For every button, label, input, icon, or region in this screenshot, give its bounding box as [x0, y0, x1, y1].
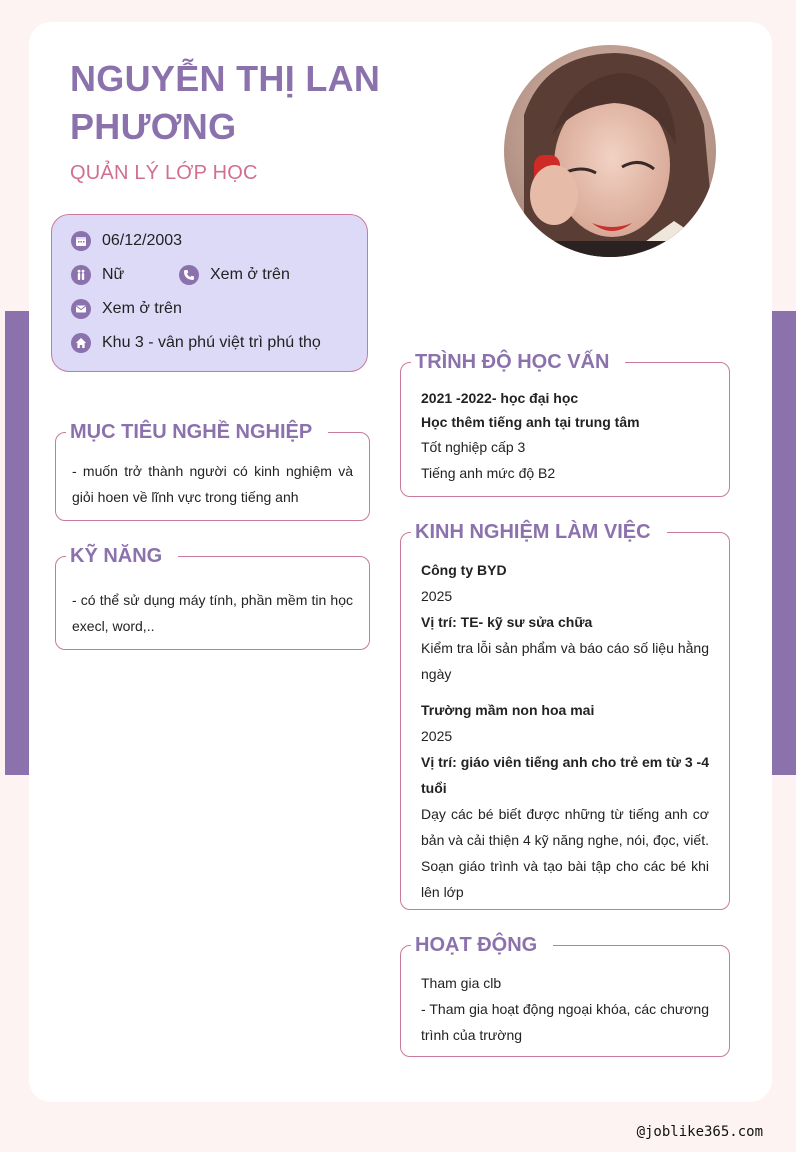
- candidate-name: NGUYỄN THỊ LAN PHƯƠNG: [70, 58, 381, 147]
- footer-brand: @joblike365.com: [636, 1124, 763, 1140]
- education-line-3: Tốt nghiệp cấp 3: [421, 439, 526, 455]
- objective-text: - muốn trở thành người có kinh nghiệm và giỏi hoen về lĩnh vực trong tiếng anh: [72, 463, 353, 505]
- contact-birthday: [71, 231, 182, 251]
- job-2-position: Vị trí: giáo viên tiếng anh cho trẻ em từ 3 -4 tuổi: [421, 754, 709, 796]
- job-1-position: Vị trí: TE- kỹ sư sửa chữa: [421, 614, 593, 630]
- left-accent-band: [5, 311, 29, 775]
- gender-text: Nữ: [102, 266, 125, 283]
- education-title: TRÌNH ĐỘ HỌC VẤN: [411, 350, 625, 374]
- activities-line-1: Tham gia clb: [421, 975, 502, 991]
- job-title: QUẢN LÝ LỚP HỌC: [70, 162, 258, 184]
- contact-phone: [179, 265, 290, 285]
- skills-section: [55, 545, 370, 650]
- profile-photo: [504, 45, 716, 257]
- activities-line-2: - Tham gia hoạt động ngoại khóa, các chương trình của trường: [421, 1001, 709, 1043]
- right-accent-band: [772, 311, 796, 775]
- job-1-description: Kiểm tra lỗi sản phẩm và báo cáo số liệu hằng ngày: [421, 640, 709, 682]
- address-text: Khu 3 - vân phú việt trì phú thọ: [102, 334, 321, 351]
- contact-address: [71, 333, 321, 353]
- phone-text: Xem ở trên: [210, 266, 290, 283]
- job-2-year: 2025: [421, 728, 453, 744]
- contact-box: [51, 214, 368, 372]
- email-text: Xem ở trên: [102, 300, 182, 317]
- activities-body: [421, 970, 709, 1048]
- job-2-company: Trường mầm non hoa mai: [421, 702, 595, 718]
- job-1-company: Công ty BYD: [421, 562, 507, 578]
- contact-gender: [71, 265, 124, 285]
- job-2-description: Dạy các bé biết được những từ tiếng anh cơ bản và cải thiện 4 kỹ năng nghe, nói, đọc, viết. Soạn giáo trình và tạo bài tập cho các bé khi lên lớp: [421, 806, 709, 900]
- education-section: [400, 351, 730, 497]
- phone-icon: [179, 265, 199, 285]
- mail-icon: [71, 299, 91, 319]
- experience-section: [400, 521, 730, 910]
- job-1-year: 2025: [421, 588, 453, 604]
- objective-section: [55, 421, 370, 521]
- objective-title: MỤC TIÊU NGHỀ NGHIỆP: [66, 420, 328, 444]
- skills-title: KỸ NĂNG: [66, 544, 178, 568]
- education-line-2: Học thêm tiếng anh tại trung tâm: [421, 414, 640, 430]
- skills-text: - có thể sử dụng máy tính, phần mềm tin học execl, word,..: [72, 592, 353, 634]
- experience-title: KINH NGHIỆM LÀM VIỆC: [411, 520, 667, 544]
- activities-section: [400, 934, 730, 1057]
- activities-title: HOẠT ĐỘNG: [411, 933, 553, 957]
- experience-body: [421, 557, 709, 905]
- calendar-icon: [71, 231, 91, 251]
- gender-icon: [71, 265, 91, 285]
- education-line-4: Tiếng anh mức độ B2: [421, 465, 556, 481]
- birthday-text: 06/12/2003: [102, 232, 183, 249]
- contact-email: [71, 299, 182, 319]
- education-body: [421, 386, 709, 486]
- education-line-1: 2021 -2022- học đại học: [421, 390, 579, 406]
- home-icon: [71, 333, 91, 353]
